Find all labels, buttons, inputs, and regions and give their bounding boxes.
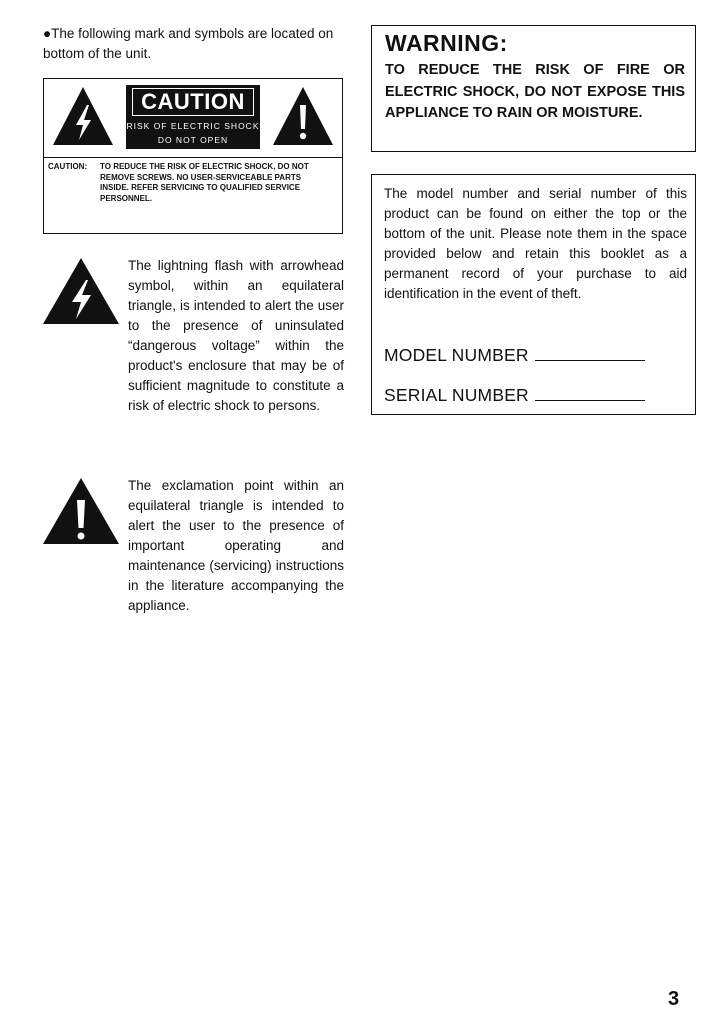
lightning-triangle-icon [52,85,114,147]
exclamation-triangle-icon [42,476,120,546]
caution-instructions [48,162,338,204]
caution-subtitle-1: RISK OF ELECTRIC SHOCK [126,121,260,131]
caution-title: CAUTION [132,88,254,116]
serial-number-field [384,385,645,406]
caution-text-body: TO REDUCE THE RISK OF ELECTRIC SHOCK, DO NOT REMOVE SCREWS. NO USER-SERVICEABLE PARTS INSIDE. REFER SERVICING TO QUALIFIED SERVICE PERSONNEL. [100,162,309,203]
record-box [371,174,696,415]
exclamation-triangle-icon [272,85,334,147]
caution-text-label: CAUTION: [48,162,88,171]
serial-number-line [535,386,645,401]
warning-title: WARNING: [385,30,508,56]
page-number: 3 [668,988,680,1010]
caution-label-graphic [44,79,342,158]
caution-panel [126,85,260,149]
caution-subtitle-2: DO NOT OPEN [157,135,229,145]
caution-label-box [43,78,343,234]
model-number-field [384,345,645,366]
warning-box [371,25,696,152]
exclamation-symbol-description: The exclamation point within an equilateral triangle is intended to alert the user to the presence of important operating and maintenance (servicing) instructions in the literature accompanying the appliance. [128,478,344,613]
warning-body: TO REDUCE THE RISK OF FIRE OR ELECTRIC SHOCK, DO NOT EXPOSE THIS APPLIANCE TO RAIN OR MOISTURE. [385,62,685,121]
record-instructions: The model number and serial number of this product can be found on either the top or the bottom of the unit. Please note them in the space provided below and retain this booklet as a permanent record of your purchase to aid identification in the event of theft. [384,186,687,301]
model-number-line [535,346,645,361]
lightning-triangle-icon [42,256,120,326]
lightning-symbol-description: The lightning flash with arrowhead symbol, within an equilateral triangle, is intended to alert the user to the presence of uninsulated “dangerous voltage” within the product's enclosure that may be of sufficient magnitude to constitute a risk of electric shock to persons. [128,258,344,413]
serial-number-label: SERIAL NUMBER [384,385,529,405]
intro-text: ●The following mark and symbols are located on bottom of the unit. [43,26,334,61]
model-number-label: MODEL NUMBER [384,345,529,365]
